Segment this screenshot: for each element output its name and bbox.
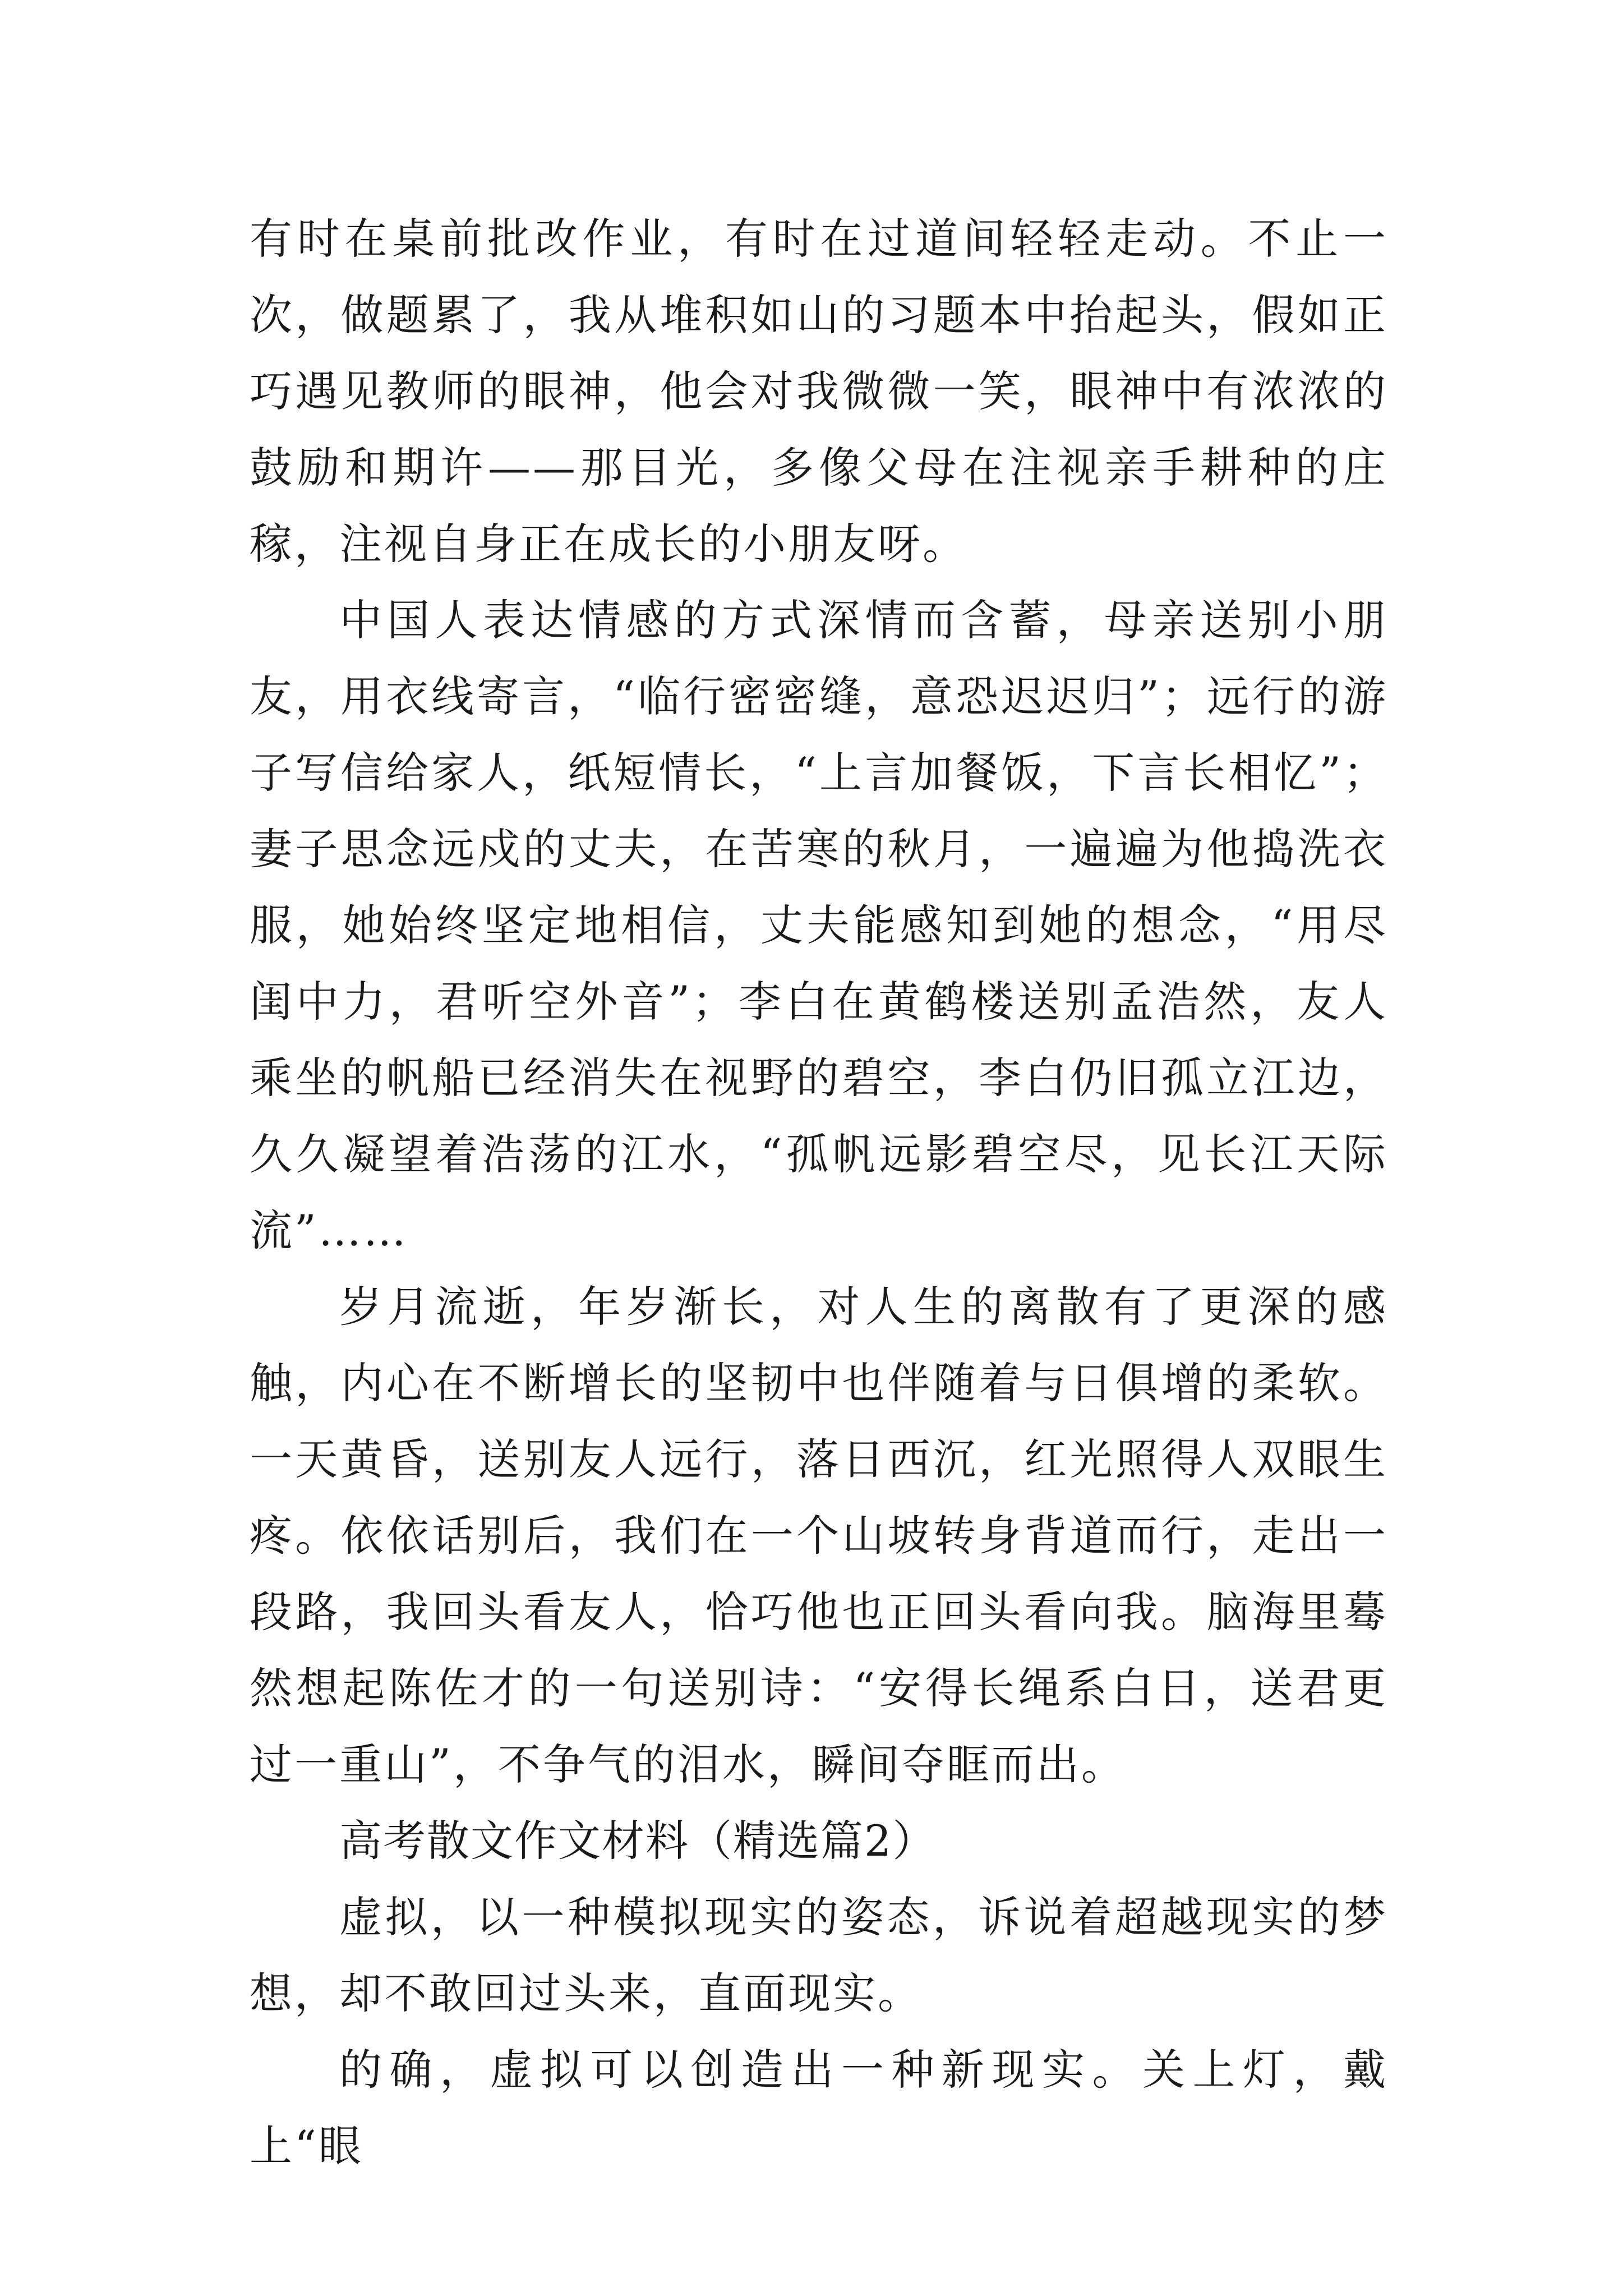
paragraph-parting-friend: 岁月流逝，年岁渐长，对人生的离散有了更深的感触，内心在不断增长的坚韧中也伴随着与日俱增的柔软。一天黄昏，送别友人远行，落日西沉，红光照得人双眼生疼。依依话别后，我们在一个山坡转身背道而行，走出一段路，我回头看友人，恰巧他也正回头看向我。脑海里蓦然想起陈佐才的一句送别诗：“安得长绳系白日，送君更过一重山”，不争气的泪水，瞬间夺眶而出。 — [250, 1282, 1388, 1789]
paragraph-teacher-gaze: 有时在桌前批改作业，有时在过道间轻轻走动。不止一次，做题累了，我从堆积如山的习题本中抬起头，假如正巧遇见教师的眼神，他会对我微微一笑，眼神中有浓浓的鼓励和期许——那目光，多像父母在注视亲手耕种的庄稼，注视自身正在成长的小朋友呀。 — [250, 214, 1388, 569]
paragraph-virtual-reality: 的确，虚拟可以创造出一种新现实。关上灯，戴上“眼 — [250, 2045, 1388, 2171]
paragraph-virtual-intro: 虚拟，以一种模拟现实的姿态，诉说着超越现实的梦想，却不敢回过头来，直面现实。 — [250, 1892, 1388, 2018]
document-body — [250, 201, 1388, 2184]
paragraph-farewell-poems: 中国人表达情感的方式深情而含蓄，母亲送别小朋友，用衣线寄言，“临行密密缝，意恐迟迟归”；远行的游子写信给家人，纸短情长，“上言加餐饭，下言长相忆”；妻子思念远戍的丈夫，在苦寒的秋月，一遍遍为他捣洗衣服，她始终坚定地相信，丈夫能感知到她的想念，“用尽闺中力，君听空外音”；李白在黄鹤楼送别孟浩然，友人乘坐的帆船已经消失在视野的碧空，李白仍旧孤立江边，久久凝望着浩荡的江水，“孤帆远影碧空尽，见长江天际流”…… — [250, 595, 1388, 1255]
section-heading: 高考散文作文材料（精选篇2） — [339, 1816, 937, 1866]
